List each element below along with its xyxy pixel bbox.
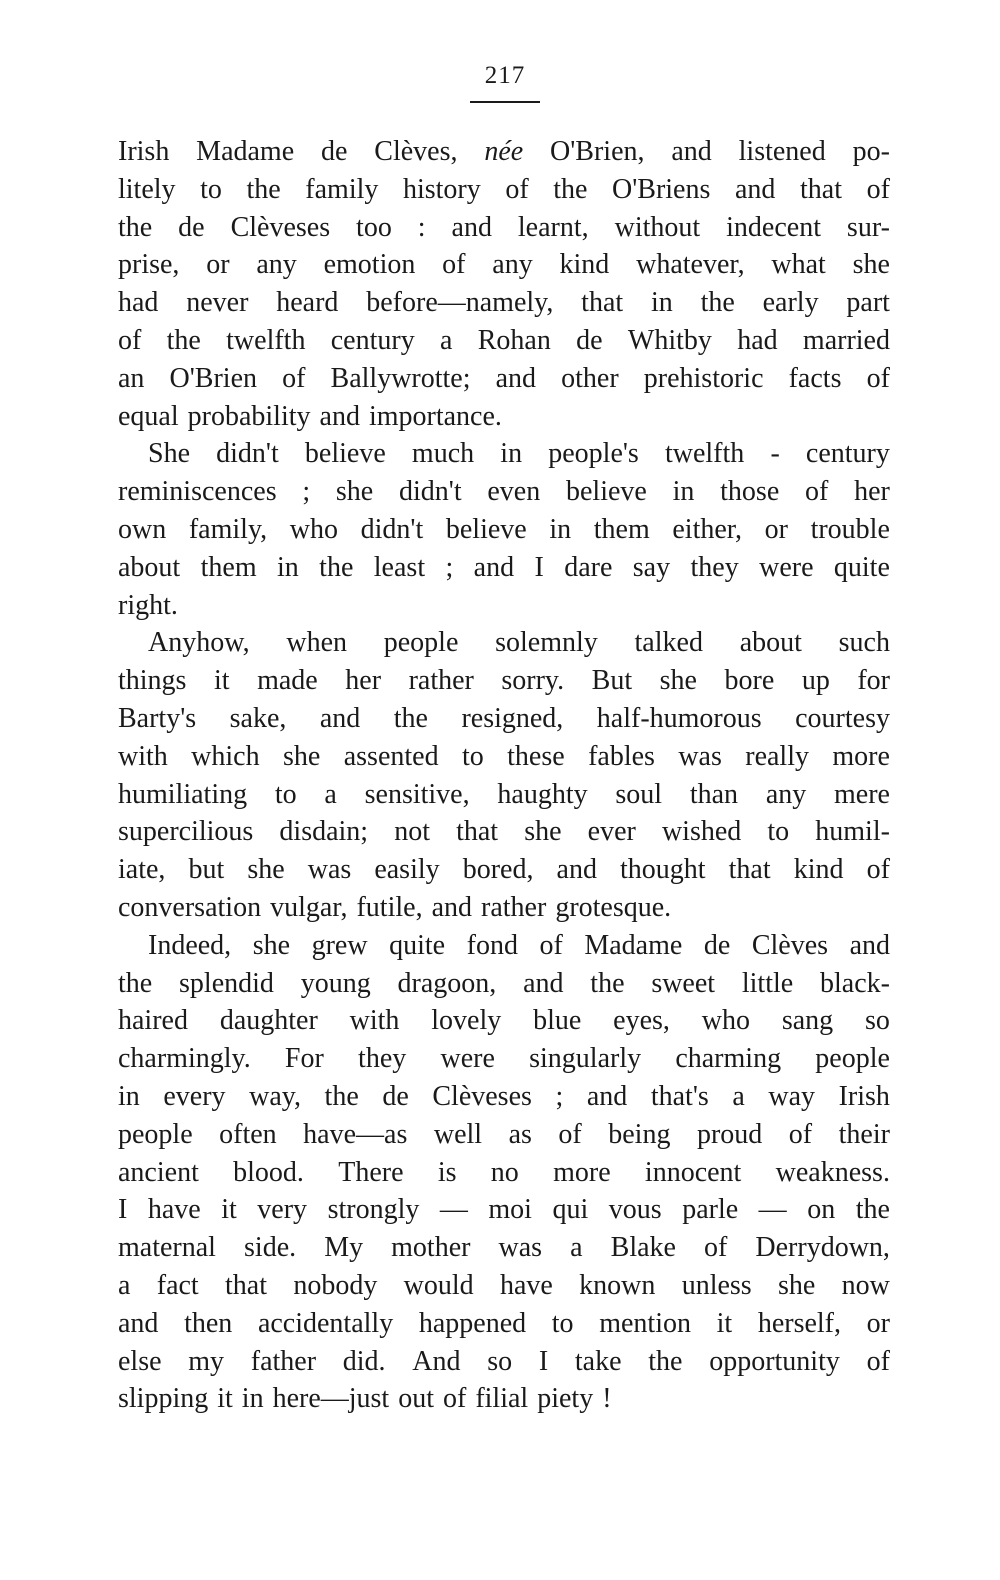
text-line: charmingly. For they were singularly charming people	[118, 1043, 890, 1075]
text-line: things it made her rather sorry. But she bore up for	[118, 665, 890, 697]
text-line: Anyhow, when people solemnly talked about such	[148, 627, 890, 659]
text-line: Barty's sake, and the resigned, half-humorous courtesy	[118, 702, 890, 734]
text-line: and then accidentally happened to mention it herself, or	[118, 1307, 890, 1339]
text-line: a fact that nobody would have known unless she now	[118, 1269, 890, 1301]
page-number: 217	[484, 62, 526, 89]
text-line: own family, who didn't believe in them either, or trouble	[118, 513, 890, 545]
text-line: reminiscences ; she didn't even believe in those of her	[118, 476, 890, 508]
body-text	[118, 133, 890, 1418]
text-line: with which she assented to these fables was really more	[118, 740, 890, 772]
text-line: litely to the family history of the O'Briens and that of	[118, 173, 890, 205]
paragraph	[118, 435, 890, 624]
text-line: ancient blood. There is no more innocent weakness.	[118, 1156, 890, 1188]
text-line: iate, but she was easily bored, and thought that kind of	[118, 854, 890, 886]
text-line: conversation vulgar, futile, and rather grotesque.	[118, 891, 672, 923]
text-line: Irish Madame de Clèves, née O'Brien, and listened po-	[118, 136, 890, 167]
text-line: an O'Brien of Ballywrotte; and other prehistoric facts of	[118, 362, 890, 394]
text-line: haired daughter with lovely blue eyes, who sang so	[118, 1005, 890, 1037]
text-line: the splendid young dragoon, and the sweet little black-	[118, 967, 890, 999]
paragraph	[118, 133, 890, 435]
text-line: about them in the least ; and I dare say they were quite	[118, 551, 890, 583]
text-line: right.	[118, 589, 178, 621]
text-line: maternal side. My mother was a Blake of Derrydown,	[118, 1232, 890, 1264]
page-number-rule	[470, 101, 540, 103]
text-line: humiliating to a sensitive, haughty soul than any mere	[118, 778, 890, 810]
text-line: the de Clèveses too : and learnt, without indecent sur-	[118, 211, 890, 243]
text-line: else my father did. And so I take the opportunity of	[118, 1345, 890, 1377]
text-line: in every way, the de Clèveses ; and that's a way Irish	[118, 1080, 890, 1112]
text-line: Indeed, she grew quite fond of Madame de Clèves and	[148, 929, 890, 961]
text-line: equal probability and importance.	[118, 400, 502, 432]
paragraph	[118, 624, 890, 926]
text-line: people often have—as well as of being proud of their	[118, 1118, 890, 1150]
paragraph	[118, 927, 890, 1418]
text-line: of the twelfth century a Rohan de Whitby had married	[118, 324, 890, 356]
text-line: She didn't believe much in people's twelfth - century	[148, 438, 890, 470]
text-line: supercilious disdain; not that she ever wished to humil-	[118, 816, 890, 848]
text-line: slipping it in here—just out of filial piety !	[118, 1383, 612, 1415]
text-line: had never heard before—namely, that in the early part	[118, 287, 890, 319]
text-line: prise, or any emotion of any kind whatever, what she	[118, 249, 890, 281]
text-line: I have it very strongly — moi qui vous parle — on the	[118, 1194, 890, 1226]
